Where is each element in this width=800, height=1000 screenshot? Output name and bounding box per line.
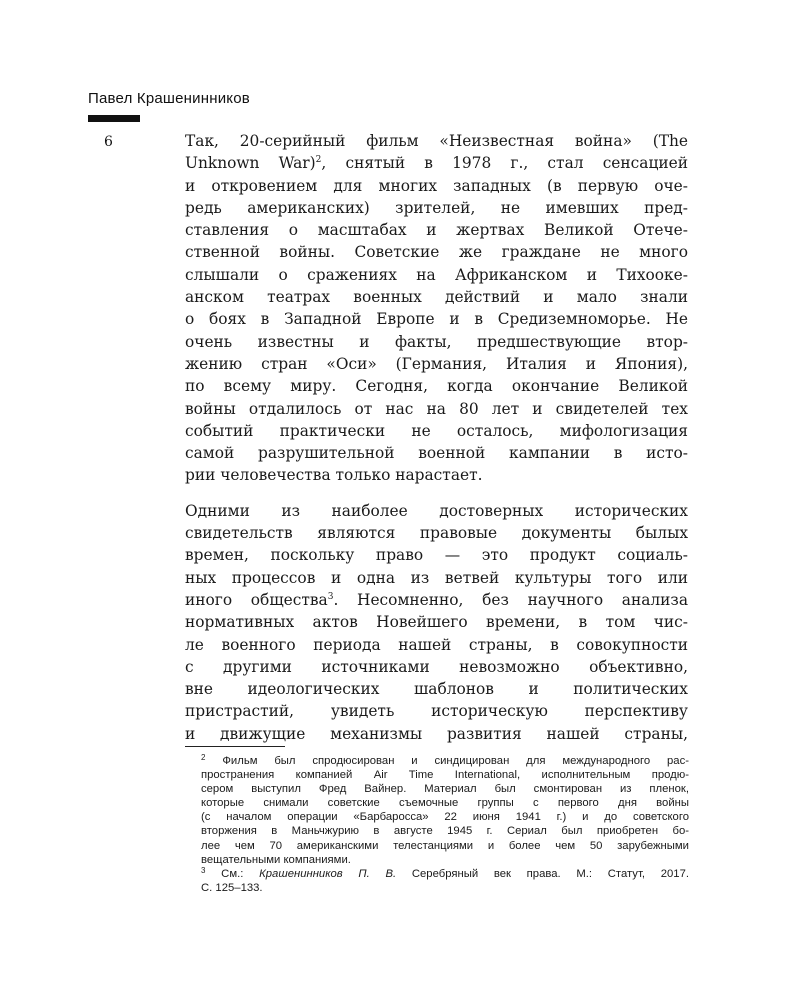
text-line: и откровением для многих западных (в первую оче-: [185, 176, 688, 195]
footnote-line: вторжения в Маньчжурию в августе 1945 г. Сериал был приобретен бо-: [201, 825, 689, 838]
text-line: ных процессов и одна из ветвей культуры того или: [185, 568, 688, 587]
text-line: с другими источниками невозможно объективно,: [185, 657, 688, 676]
text-line: самой разрушительной военной кампании в исто-: [185, 444, 688, 463]
text-line: и движущие механизмы развития нашей страны,: [185, 724, 688, 743]
text-line: ле военного периода нашей страны, в совокупности: [185, 635, 688, 654]
text-line: ставления о масштабах и жертвах Великой Отече-: [185, 221, 688, 240]
text-line: вне идеологических шаблонов и политических: [185, 680, 688, 699]
text-fragment: иного общества: [185, 590, 328, 609]
footnote-number: 2: [201, 753, 206, 762]
text-fragment: Серебряный век права. М.: Статут, 2017.: [396, 867, 689, 880]
footnote-line: С. 125–133.: [201, 881, 263, 894]
text-line: очень известны и факты, предшествующие втор-: [185, 332, 688, 351]
running-header-author: Павел Крашенинников: [88, 90, 250, 107]
text-line: слышали о сражениях на Африканском и Тихооке-: [185, 265, 688, 284]
text-line: по всему миру. Сегодня, когда окончание Великой: [185, 377, 688, 396]
text-line: анском театрах военных действий и мало знали: [185, 288, 688, 307]
footnotes: [201, 754, 689, 895]
footnote-line: лее чем 70 американскими телестанциями и более чем 50 зарубежными: [201, 839, 689, 852]
paragraph-1: [185, 130, 688, 487]
footnote-line: сером выступил Фред Вайнер. Материал был смонтирован из пленок,: [201, 783, 689, 796]
text-line: ственной войны. Советские же граждане не много: [185, 243, 688, 262]
text-line: войны отдалилось от нас на 80 лет и свидетелей тех: [185, 399, 688, 418]
text-line: о боях в Западной Европе и в Средиземноморье. Не: [185, 310, 688, 329]
text-fragment: . Несомненно, без научного анализа: [333, 590, 688, 609]
footnote-line: которые снимали советские съемочные группы с первого дня войны: [201, 797, 689, 810]
footnote-line: (с началом операции «Барбаросса» 22 июня 1941 г.) и до советского: [201, 811, 689, 824]
text-line: [185, 589, 688, 611]
footnote-line: [201, 867, 689, 881]
text-line: Одними из наиболее достоверных исторических: [185, 501, 688, 520]
text-line: [185, 152, 688, 174]
text-line: нормативных актов Новейшего времени, в том чис-: [185, 613, 688, 632]
text-line: Так, 20-серийный фильм «Неизвестная война» (The: [185, 132, 688, 150]
text-fragment: Unknown War): [185, 154, 316, 173]
footnote-separator: [185, 746, 285, 747]
text-fragment: , снятый в 1978 г., стал сенсацией: [321, 154, 688, 173]
text-fragment: Фильм был спродюсирован и синдицирован для международного рас-: [222, 755, 690, 767]
footnote-3: [201, 867, 689, 895]
header-rule-bar: [88, 115, 140, 122]
text-line: пристрастий, увидеть историческую перспективу: [185, 702, 688, 721]
text-line: событий практически не осталось, мифологизация: [185, 421, 688, 440]
text-line: рии человечества только нарастает.: [185, 466, 483, 485]
footnote-line: пространения компанией Air Time International, исполнительным продю-: [201, 769, 689, 782]
paragraph-2: [185, 500, 688, 745]
footnote-line: вещательными компаниями.: [201, 853, 351, 866]
text-line: времен, поскольку право — это продукт социаль-: [185, 546, 688, 565]
footnote-ref-2[interactable]: 2: [315, 155, 322, 166]
text-line: свидетельств являются правовые документы былых: [185, 524, 688, 543]
cited-author: Крашенинников П. В.: [259, 867, 397, 880]
text-line: жению стран «Оси» (Германия, Италия и Япония),: [185, 354, 688, 373]
text-fragment: См.:: [221, 867, 260, 880]
footnote-line: [201, 754, 689, 768]
main-text: [185, 130, 688, 745]
footnote-2: [201, 754, 689, 867]
footnote-number: 3: [201, 865, 206, 875]
text-line: редь американских) зрителей, не имевших пред-: [185, 198, 688, 217]
footnote-ref-3[interactable]: 3: [327, 591, 334, 602]
page-number: 6: [104, 134, 113, 150]
